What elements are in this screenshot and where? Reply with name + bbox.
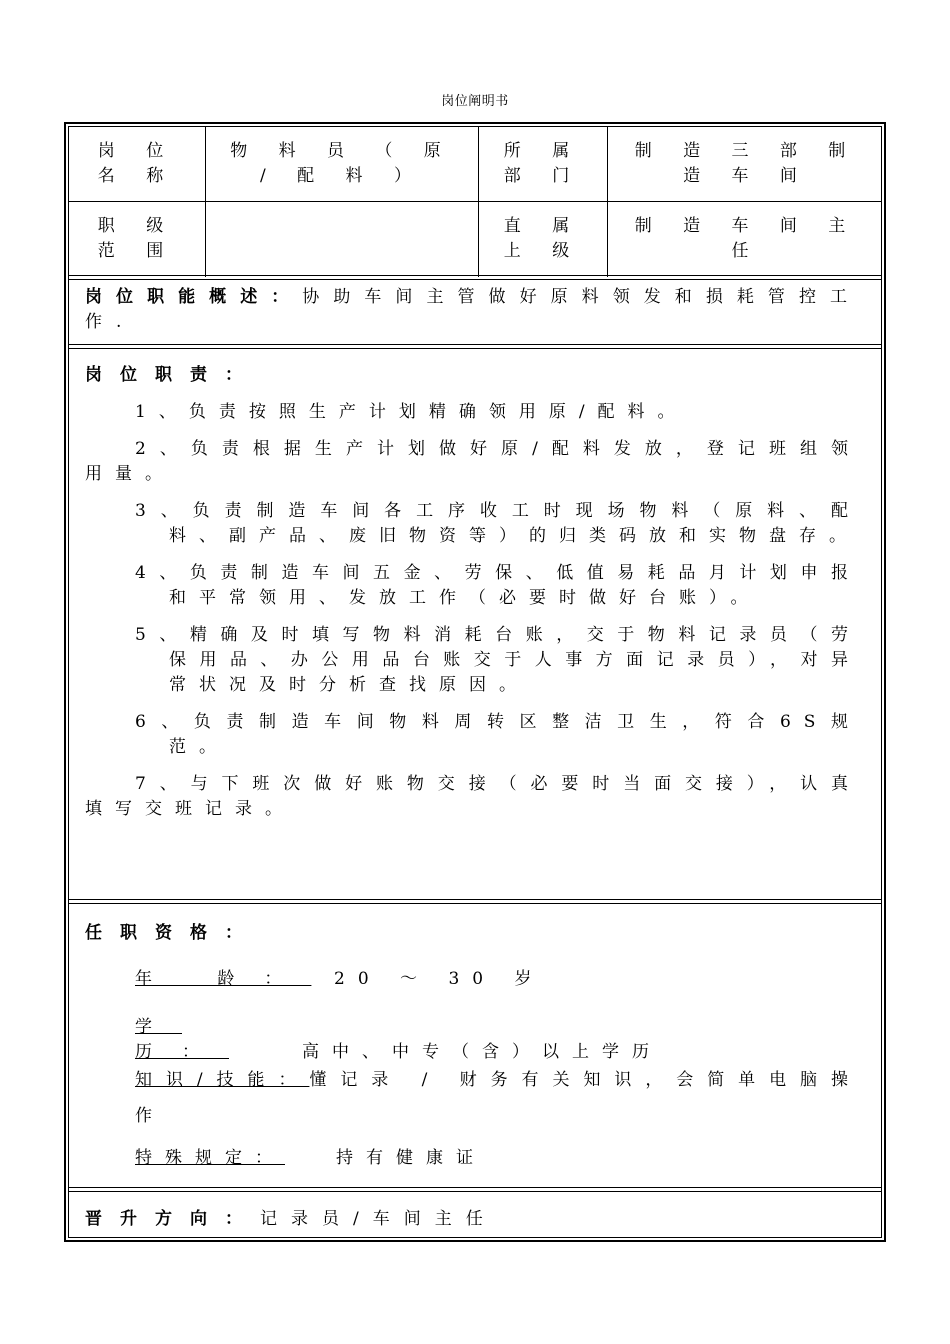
duty-item: 2、负责根据生产计划做好原/配料发放，登记班组领用量。	[85, 439, 861, 484]
table-inner-border	[68, 126, 882, 1238]
position-name-value: 物 料 员 （ 原 / 配 料 ）	[230, 141, 454, 186]
duties-label: 岗位职责：	[85, 365, 260, 385]
promotion-label: 晋升方向：	[85, 1209, 260, 1229]
section-divider	[69, 344, 881, 349]
duty-item: 7、与下班次做好账物交接（必要时当面交接），认真填写交班记录。	[85, 774, 861, 819]
age-row	[135, 967, 861, 992]
job-description-table	[64, 122, 886, 1242]
promotion-section	[85, 1207, 861, 1232]
education-value: 高中、中专（含）以上学历	[302, 1042, 662, 1062]
special-value: 持有健康证	[336, 1148, 486, 1168]
section-divider	[69, 899, 881, 904]
position-name-label: 岗 位 名 称	[97, 141, 177, 186]
skills-label: 知识/技能：	[135, 1070, 310, 1090]
summary-section	[85, 285, 861, 335]
department-value: 制 造 三 部 制 造 车 间	[634, 141, 859, 186]
summary-text: 协助车间主管做好原料领发和损耗管控工作.	[85, 287, 862, 332]
qualifications-label: 任职资格：	[85, 923, 260, 943]
special-row	[135, 1146, 861, 1171]
age-value: 20 ～ 30 岁	[334, 969, 545, 989]
section-divider	[69, 275, 881, 280]
special-label: 特殊规定：	[135, 1148, 285, 1168]
skills-value: 懂记录 / 财务有关知识，会简单电脑操作	[135, 1070, 861, 1126]
age-label: 年 龄：	[135, 969, 312, 989]
duties-section	[85, 363, 861, 834]
duty-item: 5、精确及时填写物料消耗台账，交于物料记录员（劳保用品、办公用品台账交于人事方面记录员），对异常状况及时分析查找原因。	[135, 625, 861, 695]
superior-value: 制 造 车 间 主 任	[634, 215, 859, 261]
department-label: 所 属 部 门	[503, 141, 583, 186]
summary-label: 岗位职能概述：	[85, 287, 303, 307]
document-title: 岗位阐明书	[441, 94, 509, 109]
grade-range-value	[206, 202, 478, 275]
grade-range-label: 职 级 范 围	[97, 215, 177, 261]
duty-item: 3、负责制造车间各工序收工时现场物料（原料、配料、副产品、废旧物资等）的归类码放和实物盘存。	[135, 501, 861, 546]
duty-item: 1、负责按照生产计划精确领用原/配料。	[135, 402, 688, 422]
education-row	[135, 1015, 861, 1065]
duty-item: 6、负责制造车间物料周转区整洁卫生，符合6S规范。	[135, 712, 861, 757]
section-divider	[69, 1187, 881, 1192]
skills-row	[135, 1062, 861, 1134]
education-label: 学 历：	[135, 1017, 229, 1062]
promotion-value: 记录员/车间主任	[260, 1209, 497, 1229]
superior-label: 直 属 上 级	[503, 215, 583, 261]
duty-item: 4、负责制造车间五金、劳保、低值易耗品月计划申报和平常领用、发放工作（必要时做好台账）。	[135, 563, 861, 608]
